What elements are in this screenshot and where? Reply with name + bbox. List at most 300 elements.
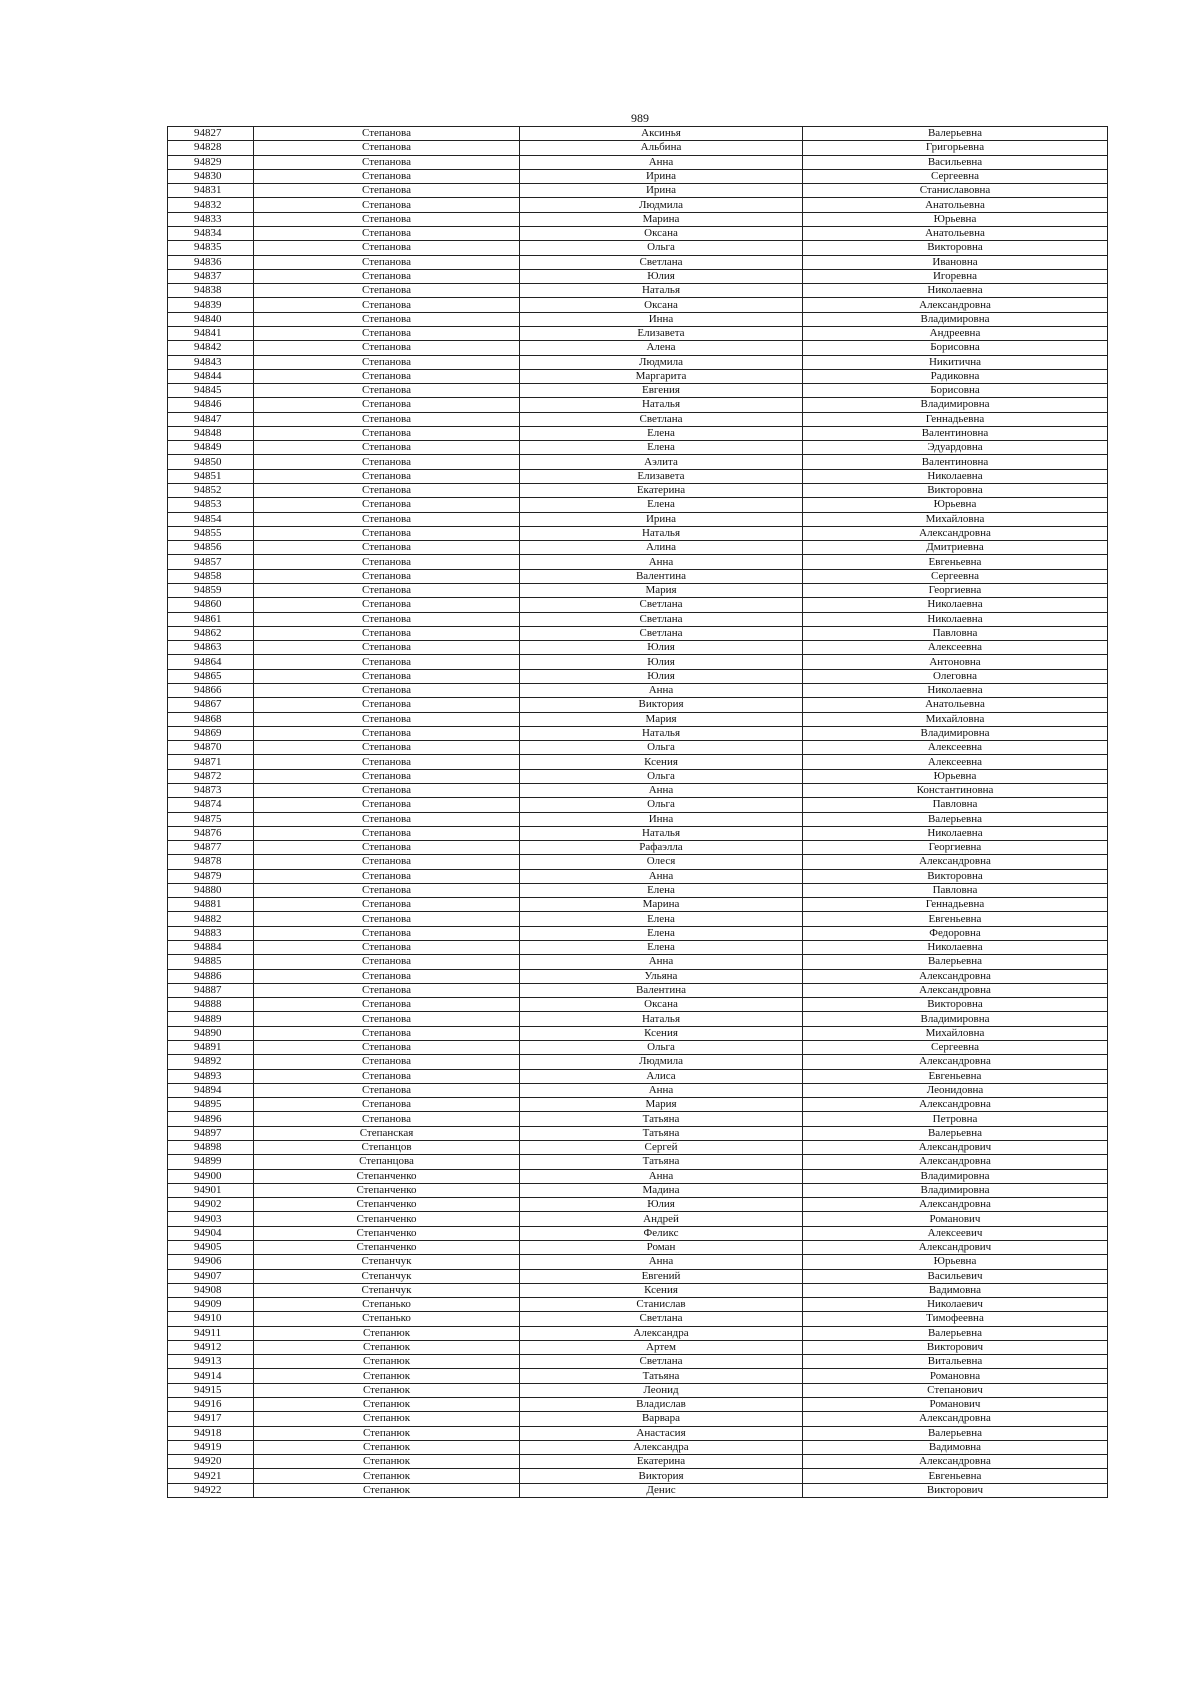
last-name-cell: Степанченко [254, 1183, 520, 1197]
first-name-cell: Рафаэлла [520, 841, 803, 855]
last-name-cell: Степанова [254, 226, 520, 240]
row-number-cell: 94887 [168, 983, 254, 997]
patronymic-cell: Юрьевна [803, 212, 1108, 226]
row-number-cell: 94899 [168, 1155, 254, 1169]
first-name-cell: Юлия [520, 641, 803, 655]
row-number-cell: 94860 [168, 598, 254, 612]
last-name-cell: Степанова [254, 184, 520, 198]
table-row [168, 127, 1108, 141]
row-number-cell: 94916 [168, 1398, 254, 1412]
first-name-cell: Наталья [520, 1012, 803, 1026]
last-name-cell: Степанюк [254, 1369, 520, 1383]
patronymic-cell: Николаевна [803, 612, 1108, 626]
patronymic-cell: Романович [803, 1398, 1108, 1412]
first-name-cell: Татьяна [520, 1155, 803, 1169]
first-name-cell: Анастасия [520, 1426, 803, 1440]
table-row [168, 441, 1108, 455]
patronymic-cell: Анатольевна [803, 198, 1108, 212]
patronymic-cell: Николаевич [803, 1298, 1108, 1312]
first-name-cell: Алена [520, 341, 803, 355]
last-name-cell: Степанова [254, 526, 520, 540]
table-row [168, 484, 1108, 498]
table-row [168, 741, 1108, 755]
table-row [168, 726, 1108, 740]
patronymic-cell: Александрович [803, 1140, 1108, 1154]
first-name-cell: Татьяна [520, 1369, 803, 1383]
patronymic-cell: Александровна [803, 1155, 1108, 1169]
table-row [168, 155, 1108, 169]
first-name-cell: Наталья [520, 526, 803, 540]
row-number-cell: 94897 [168, 1126, 254, 1140]
table-row [168, 669, 1108, 683]
row-number-cell: 94906 [168, 1255, 254, 1269]
row-number-cell: 94886 [168, 969, 254, 983]
last-name-cell: Степанова [254, 312, 520, 326]
last-name-cell: Степанова [254, 983, 520, 997]
last-name-cell: Степанова [254, 698, 520, 712]
first-name-cell: Светлана [520, 412, 803, 426]
patronymic-cell: Викторовна [803, 998, 1108, 1012]
first-name-cell: Мадина [520, 1183, 803, 1197]
patronymic-cell: Алексеевна [803, 741, 1108, 755]
patronymic-cell: Владимировна [803, 1183, 1108, 1197]
last-name-cell: Степанова [254, 755, 520, 769]
patronymic-cell: Романовна [803, 1369, 1108, 1383]
row-number-cell: 94842 [168, 341, 254, 355]
last-name-cell: Степанова [254, 812, 520, 826]
table-row [168, 398, 1108, 412]
table-row [168, 226, 1108, 240]
table-row [168, 755, 1108, 769]
table-row [168, 141, 1108, 155]
last-name-cell: Степанова [254, 198, 520, 212]
row-number-cell: 94831 [168, 184, 254, 198]
patronymic-cell: Викторович [803, 1483, 1108, 1497]
row-number-cell: 94835 [168, 241, 254, 255]
patronymic-cell: Александровна [803, 1055, 1108, 1069]
last-name-cell: Степанчук [254, 1283, 520, 1297]
table-row [168, 855, 1108, 869]
row-number-cell: 94839 [168, 298, 254, 312]
row-number-cell: 94890 [168, 1026, 254, 1040]
row-number-cell: 94857 [168, 555, 254, 569]
first-name-cell: Оксана [520, 998, 803, 1012]
first-name-cell: Анна [520, 1083, 803, 1097]
row-number-cell: 94895 [168, 1098, 254, 1112]
patronymic-cell: Борисовна [803, 341, 1108, 355]
last-name-cell: Степанова [254, 512, 520, 526]
last-name-cell: Степанова [254, 883, 520, 897]
table-row [168, 783, 1108, 797]
first-name-cell: Ульяна [520, 969, 803, 983]
table-row [168, 1126, 1108, 1140]
table-row [168, 1326, 1108, 1340]
row-number-cell: 94850 [168, 455, 254, 469]
patronymic-cell: Анатольевна [803, 226, 1108, 240]
row-number-cell: 94914 [168, 1369, 254, 1383]
patronymic-cell: Николаевна [803, 469, 1108, 483]
patronymic-cell: Григорьевна [803, 141, 1108, 155]
table-row [168, 1069, 1108, 1083]
patronymic-cell: Эдуардовна [803, 441, 1108, 455]
patronymic-cell: Олеговна [803, 669, 1108, 683]
patronymic-cell: Павловна [803, 798, 1108, 812]
table-row [168, 1212, 1108, 1226]
row-number-cell: 94871 [168, 755, 254, 769]
first-name-cell: Ксения [520, 755, 803, 769]
patronymic-cell: Николаевна [803, 598, 1108, 612]
patronymic-cell: Павловна [803, 883, 1108, 897]
names-table [167, 126, 1108, 1498]
patronymic-cell: Александровна [803, 1198, 1108, 1212]
table-row [168, 626, 1108, 640]
last-name-cell: Степанюк [254, 1469, 520, 1483]
table-row [168, 683, 1108, 697]
patronymic-cell: Михайловна [803, 712, 1108, 726]
last-name-cell: Степанова [254, 555, 520, 569]
table-row [168, 555, 1108, 569]
row-number-cell: 94889 [168, 1012, 254, 1026]
first-name-cell: Мария [520, 712, 803, 726]
last-name-cell: Степанова [254, 1041, 520, 1055]
patronymic-cell: Евгеньевна [803, 1069, 1108, 1083]
first-name-cell: Юлия [520, 655, 803, 669]
patronymic-cell: Дмитриевна [803, 541, 1108, 555]
last-name-cell: Степанова [254, 255, 520, 269]
patronymic-cell: Игоревна [803, 269, 1108, 283]
row-number-cell: 94888 [168, 998, 254, 1012]
first-name-cell: Екатерина [520, 484, 803, 498]
row-number-cell: 94879 [168, 869, 254, 883]
last-name-cell: Степанова [254, 726, 520, 740]
table-row [168, 641, 1108, 655]
patronymic-cell: Валерьевна [803, 1126, 1108, 1140]
last-name-cell: Степанченко [254, 1212, 520, 1226]
row-number-cell: 94853 [168, 498, 254, 512]
row-number-cell: 94868 [168, 712, 254, 726]
patronymic-cell: Сергеевна [803, 569, 1108, 583]
row-number-cell: 94837 [168, 269, 254, 283]
patronymic-cell: Александровна [803, 1412, 1108, 1426]
last-name-cell: Степанова [254, 655, 520, 669]
row-number-cell: 94884 [168, 941, 254, 955]
patronymic-cell: Владимировна [803, 1012, 1108, 1026]
first-name-cell: Марина [520, 898, 803, 912]
table-row [168, 912, 1108, 926]
patronymic-cell: Сергеевна [803, 169, 1108, 183]
table-row [168, 1155, 1108, 1169]
table-row [168, 498, 1108, 512]
patronymic-cell: Алексеевич [803, 1226, 1108, 1240]
row-number-cell: 94900 [168, 1169, 254, 1183]
last-name-cell: Степанова [254, 441, 520, 455]
patronymic-cell: Леонидовна [803, 1083, 1108, 1097]
row-number-cell: 94847 [168, 412, 254, 426]
row-number-cell: 94834 [168, 226, 254, 240]
first-name-cell: Ирина [520, 169, 803, 183]
first-name-cell: Мария [520, 584, 803, 598]
patronymic-cell: Евгеньевна [803, 1469, 1108, 1483]
patronymic-cell: Валерьевна [803, 955, 1108, 969]
first-name-cell: Елена [520, 498, 803, 512]
table-row [168, 326, 1108, 340]
table-row [168, 312, 1108, 326]
patronymic-cell: Борисовна [803, 384, 1108, 398]
table-row [168, 1269, 1108, 1283]
table-row [168, 341, 1108, 355]
patronymic-cell: Валерьевна [803, 812, 1108, 826]
row-number-cell: 94903 [168, 1212, 254, 1226]
last-name-cell: Степанова [254, 912, 520, 926]
row-number-cell: 94873 [168, 783, 254, 797]
patronymic-cell: Владимировна [803, 726, 1108, 740]
first-name-cell: Евгений [520, 1269, 803, 1283]
patronymic-cell: Валерьевна [803, 1426, 1108, 1440]
last-name-cell: Степанова [254, 369, 520, 383]
first-name-cell: Елена [520, 926, 803, 940]
last-name-cell: Степанова [254, 841, 520, 855]
table-row [168, 955, 1108, 969]
row-number-cell: 94866 [168, 683, 254, 697]
patronymic-cell: Юрьевна [803, 498, 1108, 512]
first-name-cell: Светлана [520, 255, 803, 269]
table-row [168, 1255, 1108, 1269]
last-name-cell: Степанова [254, 741, 520, 755]
first-name-cell: Валентина [520, 983, 803, 997]
row-number-cell: 94902 [168, 1198, 254, 1212]
patronymic-cell: Тимофеевна [803, 1312, 1108, 1326]
first-name-cell: Оксана [520, 226, 803, 240]
row-number-cell: 94841 [168, 326, 254, 340]
first-name-cell: Аэлита [520, 455, 803, 469]
first-name-cell: Анна [520, 955, 803, 969]
row-number-cell: 94911 [168, 1326, 254, 1340]
patronymic-cell: Валентиновна [803, 426, 1108, 440]
first-name-cell: Елена [520, 426, 803, 440]
patronymic-cell: Васильевич [803, 1269, 1108, 1283]
last-name-cell: Степанова [254, 469, 520, 483]
table-row [168, 1426, 1108, 1440]
row-number-cell: 94908 [168, 1283, 254, 1297]
last-name-cell: Степанова [254, 384, 520, 398]
last-name-cell: Степанюк [254, 1440, 520, 1454]
first-name-cell: Анна [520, 1255, 803, 1269]
last-name-cell: Степанова [254, 398, 520, 412]
table-row [168, 1055, 1108, 1069]
row-number-cell: 94915 [168, 1383, 254, 1397]
patronymic-cell: Алексеевна [803, 755, 1108, 769]
patronymic-cell: Евгеньевна [803, 555, 1108, 569]
last-name-cell: Степанова [254, 127, 520, 141]
row-number-cell: 94874 [168, 798, 254, 812]
patronymic-cell: Константиновна [803, 783, 1108, 797]
first-name-cell: Аксинья [520, 127, 803, 141]
table-row [168, 1455, 1108, 1469]
first-name-cell: Светлана [520, 612, 803, 626]
row-number-cell: 94867 [168, 698, 254, 712]
last-name-cell: Степанюк [254, 1455, 520, 1469]
patronymic-cell: Романович [803, 1212, 1108, 1226]
table-row [168, 812, 1108, 826]
first-name-cell: Евгения [520, 384, 803, 398]
last-name-cell: Степанова [254, 855, 520, 869]
table-row [168, 883, 1108, 897]
table-row [168, 212, 1108, 226]
row-number-cell: 94878 [168, 855, 254, 869]
patronymic-cell: Валерьевна [803, 127, 1108, 141]
table-row [168, 1440, 1108, 1454]
first-name-cell: Валентина [520, 569, 803, 583]
patronymic-cell: Анатольевна [803, 698, 1108, 712]
table-row [168, 1398, 1108, 1412]
last-name-cell: Степанцова [254, 1155, 520, 1169]
first-name-cell: Светлана [520, 626, 803, 640]
first-name-cell: Елена [520, 441, 803, 455]
row-number-cell: 94852 [168, 484, 254, 498]
row-number-cell: 94880 [168, 883, 254, 897]
first-name-cell: Людмила [520, 355, 803, 369]
last-name-cell: Степанова [254, 1012, 520, 1026]
first-name-cell: Альбина [520, 141, 803, 155]
row-number-cell: 94844 [168, 369, 254, 383]
table-row [168, 1355, 1108, 1369]
row-number-cell: 94909 [168, 1298, 254, 1312]
first-name-cell: Станислав [520, 1298, 803, 1312]
row-number-cell: 94848 [168, 426, 254, 440]
row-number-cell: 94854 [168, 512, 254, 526]
last-name-cell: Степанова [254, 455, 520, 469]
table-row [168, 969, 1108, 983]
row-number-cell: 94905 [168, 1240, 254, 1254]
row-number-cell: 94855 [168, 526, 254, 540]
patronymic-cell: Георгиевна [803, 841, 1108, 855]
row-number-cell: 94920 [168, 1455, 254, 1469]
patronymic-cell: Петровна [803, 1112, 1108, 1126]
row-number-cell: 94856 [168, 541, 254, 555]
first-name-cell: Наталья [520, 826, 803, 840]
last-name-cell: Степанченко [254, 1240, 520, 1254]
patronymic-cell: Геннадьевна [803, 898, 1108, 912]
table-row [168, 1369, 1108, 1383]
table-row [168, 426, 1108, 440]
last-name-cell: Степанова [254, 269, 520, 283]
table-row [168, 569, 1108, 583]
table-row [168, 1112, 1108, 1126]
patronymic-cell: Николаевна [803, 826, 1108, 840]
table-row [168, 798, 1108, 812]
first-name-cell: Ирина [520, 184, 803, 198]
last-name-cell: Степанюк [254, 1383, 520, 1397]
first-name-cell: Людмила [520, 198, 803, 212]
last-name-cell: Степанова [254, 898, 520, 912]
last-name-cell: Степанчук [254, 1255, 520, 1269]
row-number-cell: 94858 [168, 569, 254, 583]
first-name-cell: Светлана [520, 1312, 803, 1326]
last-name-cell: Степанюк [254, 1412, 520, 1426]
table-row [168, 898, 1108, 912]
patronymic-cell: Александровна [803, 855, 1108, 869]
last-name-cell: Степанова [254, 641, 520, 655]
patronymic-cell: Александровна [803, 1455, 1108, 1469]
table-row [168, 1198, 1108, 1212]
patronymic-cell: Радиковна [803, 369, 1108, 383]
row-number-cell: 94830 [168, 169, 254, 183]
first-name-cell: Виктория [520, 698, 803, 712]
first-name-cell: Ольга [520, 1041, 803, 1055]
row-number-cell: 94885 [168, 955, 254, 969]
last-name-cell: Степанченко [254, 1198, 520, 1212]
table-row [168, 998, 1108, 1012]
patronymic-cell: Викторовна [803, 484, 1108, 498]
first-name-cell: Анна [520, 869, 803, 883]
last-name-cell: Степанова [254, 498, 520, 512]
first-name-cell: Татьяна [520, 1126, 803, 1140]
last-name-cell: Степанова [254, 412, 520, 426]
patronymic-cell: Юрьевна [803, 1255, 1108, 1269]
patronymic-cell: Николаевна [803, 683, 1108, 697]
row-number-cell: 94892 [168, 1055, 254, 1069]
patronymic-cell: Викторовна [803, 869, 1108, 883]
row-number-cell: 94864 [168, 655, 254, 669]
table-row [168, 1340, 1108, 1354]
last-name-cell: Степанова [254, 1055, 520, 1069]
last-name-cell: Степанова [254, 869, 520, 883]
table-body [168, 127, 1108, 1498]
row-number-cell: 94912 [168, 1340, 254, 1354]
last-name-cell: Степанюк [254, 1355, 520, 1369]
table-row [168, 983, 1108, 997]
table-row [168, 1240, 1108, 1254]
first-name-cell: Оксана [520, 298, 803, 312]
first-name-cell: Владислав [520, 1398, 803, 1412]
row-number-cell: 94913 [168, 1355, 254, 1369]
last-name-cell: Степанова [254, 669, 520, 683]
table-row [168, 355, 1108, 369]
table-row [168, 869, 1108, 883]
table-row [168, 769, 1108, 783]
row-number-cell: 94921 [168, 1469, 254, 1483]
last-name-cell: Степанова [254, 798, 520, 812]
patronymic-cell: Викторовна [803, 241, 1108, 255]
last-name-cell: Степанюк [254, 1426, 520, 1440]
patronymic-cell: Сергеевна [803, 1041, 1108, 1055]
table-row [168, 1083, 1108, 1097]
last-name-cell: Степанова [254, 955, 520, 969]
patronymic-cell: Федоровна [803, 926, 1108, 940]
table-row [168, 698, 1108, 712]
row-number-cell: 94872 [168, 769, 254, 783]
last-name-cell: Степанько [254, 1298, 520, 1312]
last-name-cell: Степанюк [254, 1340, 520, 1354]
last-name-cell: Степанова [254, 783, 520, 797]
first-name-cell: Ксения [520, 1283, 803, 1297]
patronymic-cell: Ивановна [803, 255, 1108, 269]
first-name-cell: Ольга [520, 769, 803, 783]
patronymic-cell: Владимировна [803, 1169, 1108, 1183]
table-row [168, 926, 1108, 940]
row-number-cell: 94838 [168, 284, 254, 298]
table-row [168, 198, 1108, 212]
first-name-cell: Анна [520, 1169, 803, 1183]
first-name-cell: Денис [520, 1483, 803, 1497]
row-number-cell: 94893 [168, 1069, 254, 1083]
table-row [168, 169, 1108, 183]
last-name-cell: Степанова [254, 1098, 520, 1112]
table-row [168, 269, 1108, 283]
row-number-cell: 94865 [168, 669, 254, 683]
patronymic-cell: Васильевна [803, 155, 1108, 169]
last-name-cell: Степанова [254, 1112, 520, 1126]
